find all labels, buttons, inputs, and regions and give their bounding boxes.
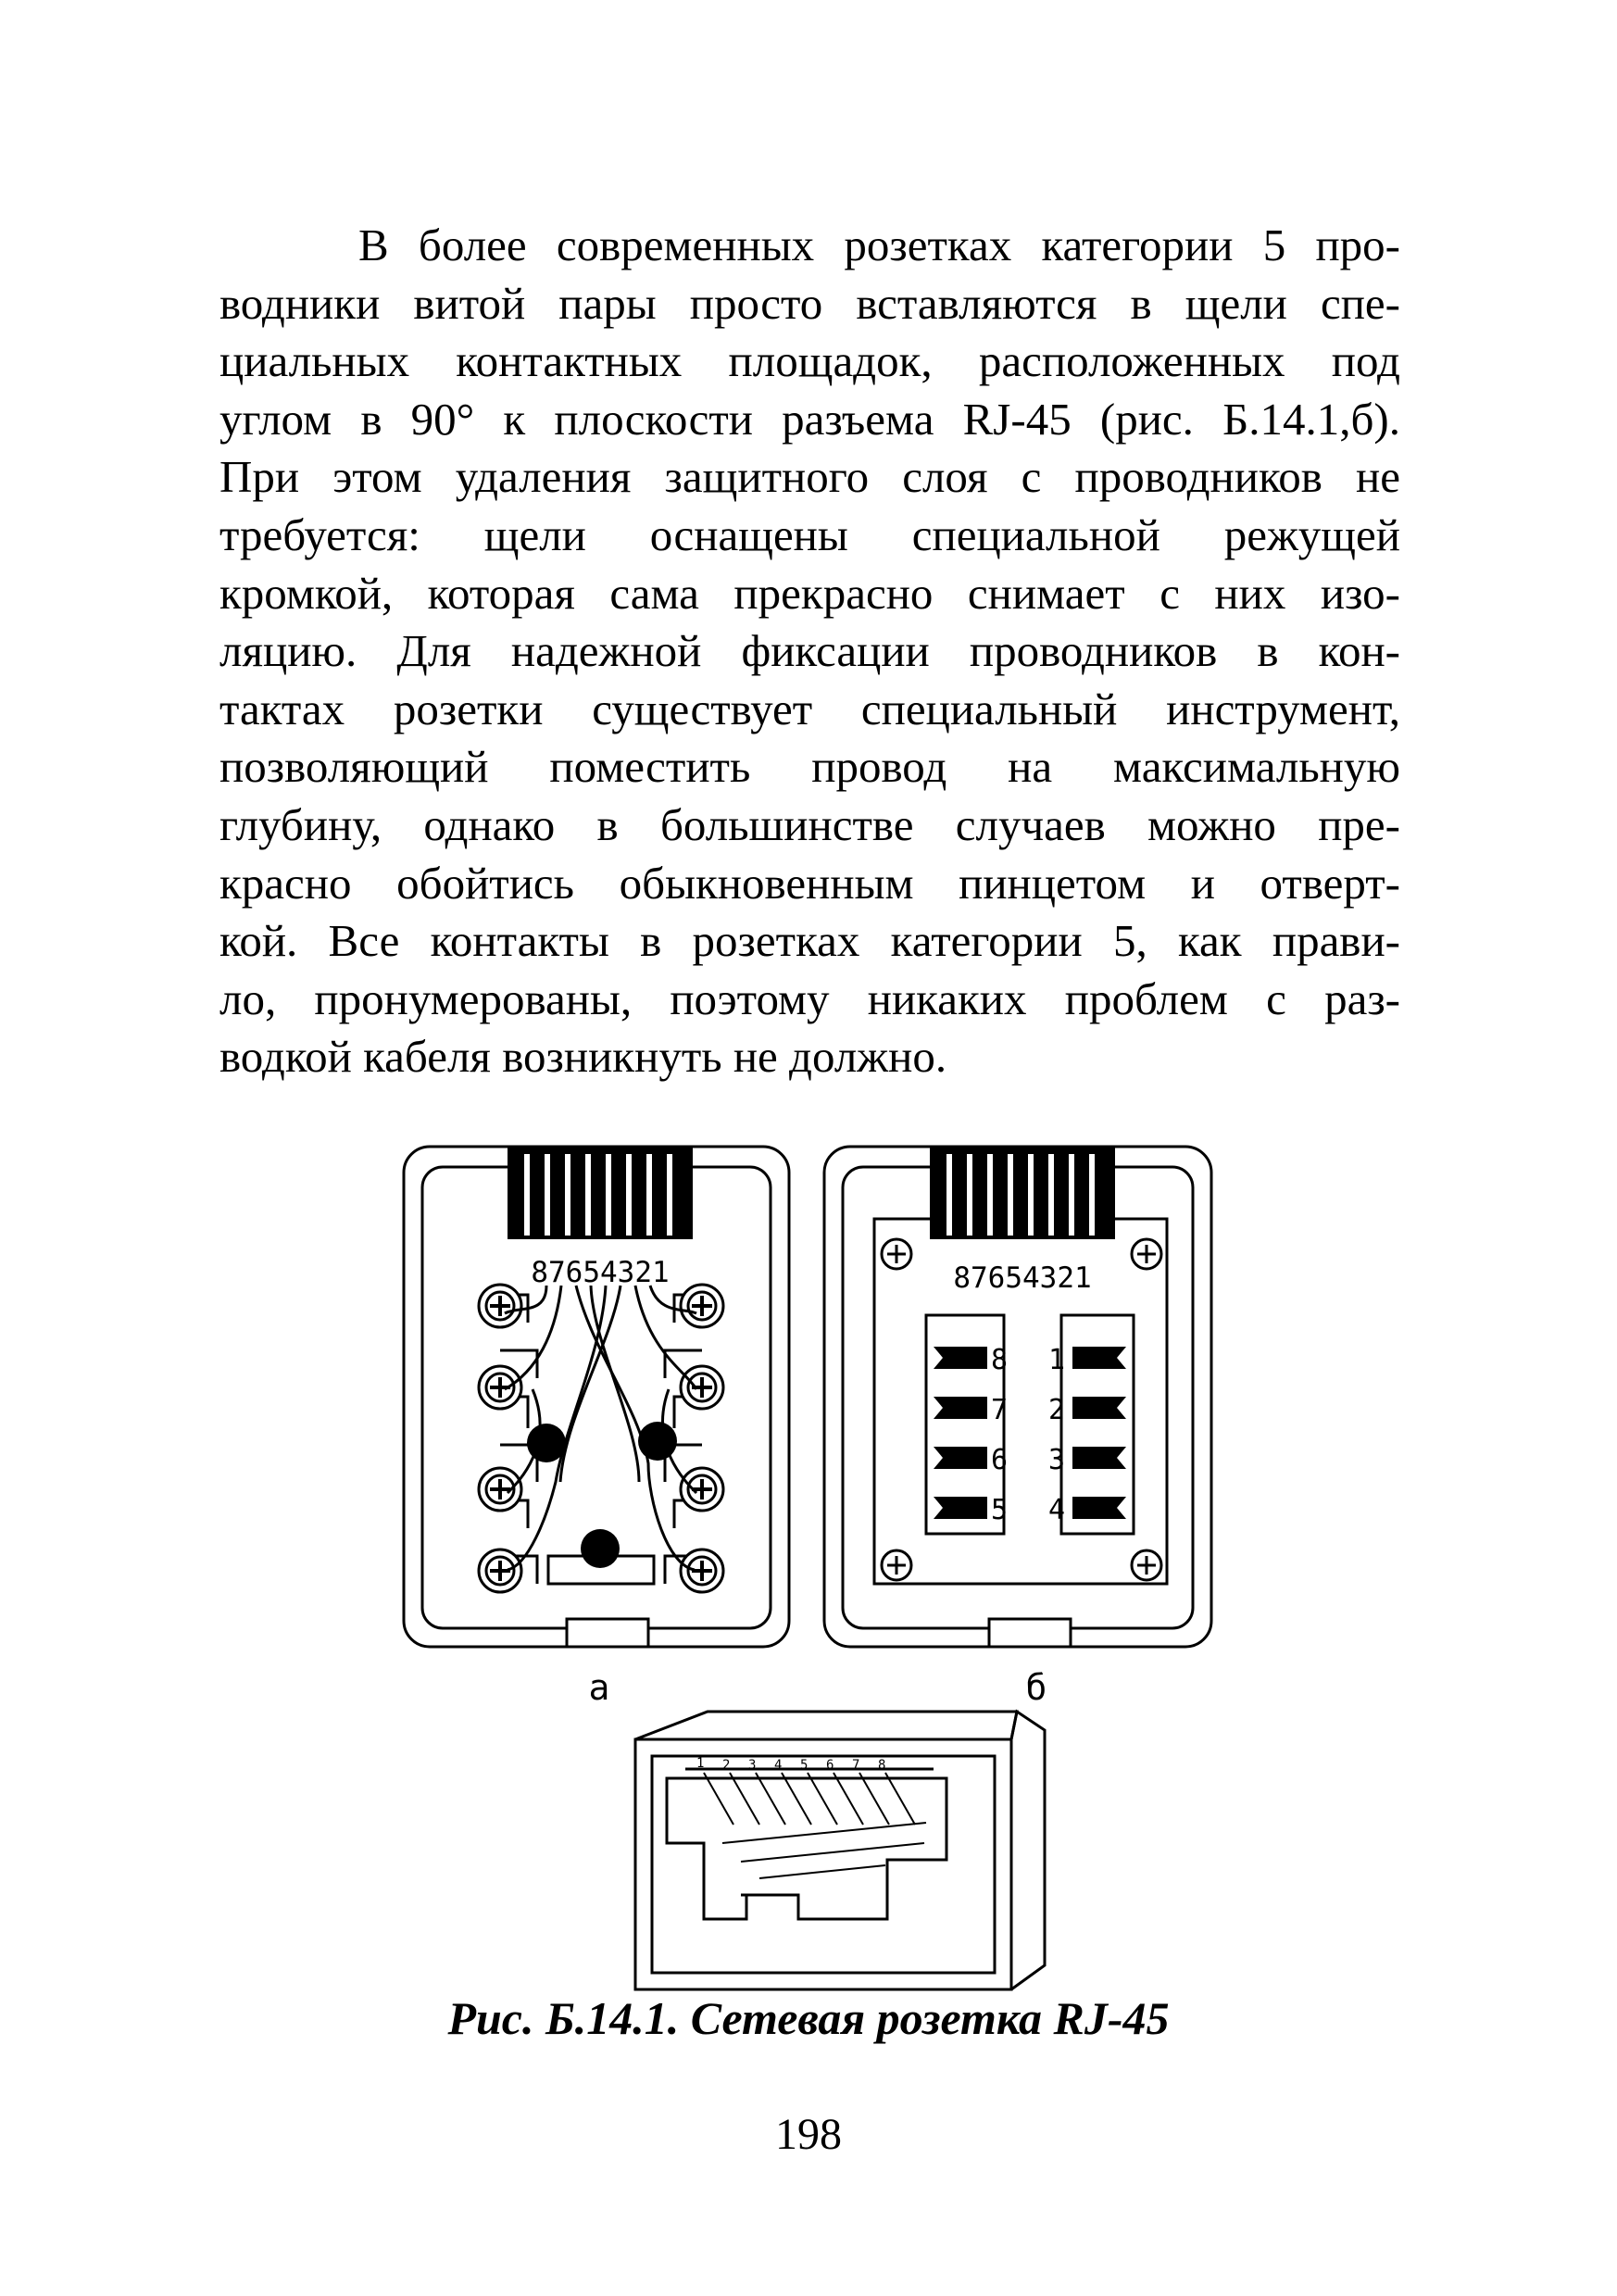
text-line: ло, пронумерованы, поэтому никаких проблем с раз- (219, 972, 1400, 1024)
text-line: глубину, однако в большинстве случаев можно пре- (219, 798, 1400, 850)
panel-b-pin-numbers: 87654321 (953, 1261, 1092, 1295)
text-line: требуется: щели оснащены специальной режущей (219, 508, 1400, 560)
panel-b-label: б (1025, 1667, 1047, 1708)
contact-label: 7 (991, 1394, 1009, 1426)
jack-pin-number: 8 (878, 1758, 886, 1773)
text-line: циальных контактных площадок, расположенных под (219, 335, 1400, 387)
text-line: углом в 90° к плоскости разъема RJ-45 (рис. Б.14.1,б). (219, 393, 1400, 445)
text-line: красно обойтись обыкновенным пинцетом и отверт- (219, 857, 1400, 909)
jack-pin-number: 1 (696, 1756, 705, 1771)
figure-caption: Рис. Б.14.1. Сетевая розетка RJ-45 (447, 1992, 1170, 2044)
text-line: ляцию. Для надежной фиксации проводников в кон- (219, 625, 1400, 677)
text-line: позволяющий поместить провод на максимальную (219, 741, 1400, 793)
panel-b-socket (824, 1147, 1211, 1708)
text-line: При этом удаления защитного слоя с проводников не (219, 451, 1400, 503)
contact-label: 2 (1048, 1394, 1066, 1426)
page-number: 198 (775, 2110, 842, 2159)
panel-a-pin-numbers: 87654321 (531, 1256, 670, 1289)
contact-label: 1 (1048, 1344, 1066, 1376)
panel-a-label: а (588, 1667, 610, 1708)
text-line: кой. Все контакты в розетках категории 5, как прави- (219, 915, 1400, 967)
text-line: водкой кабеля возникнуть не должно. (219, 1031, 947, 1083)
jack-pin-number: 6 (826, 1758, 834, 1773)
jack-pin-number: 2 (722, 1758, 731, 1773)
rj45-jack-drawing (635, 1712, 1045, 1989)
text-line: водники витой пары просто вставляются в щели спе- (219, 277, 1400, 329)
jack-pin-number: 4 (774, 1758, 783, 1773)
jack-pin-number: 7 (852, 1758, 860, 1773)
jack-pin-number: 3 (748, 1758, 757, 1773)
text-line: тактах розетки существует специальный инструмент, (219, 683, 1400, 734)
contact-label: 6 (991, 1444, 1009, 1476)
jack-pin-number: 5 (800, 1758, 808, 1773)
panel-a-socket (404, 1147, 789, 1708)
text-line: В более современных розетках категории 5 про- (358, 220, 1400, 270)
text-line: кромкой, которая сама прекрасно снимает с них изо- (219, 567, 1400, 619)
contact-label: 3 (1048, 1444, 1066, 1476)
contact-label: 8 (991, 1344, 1009, 1376)
contact-label: 5 (991, 1494, 1009, 1526)
contact-label: 4 (1048, 1494, 1066, 1526)
